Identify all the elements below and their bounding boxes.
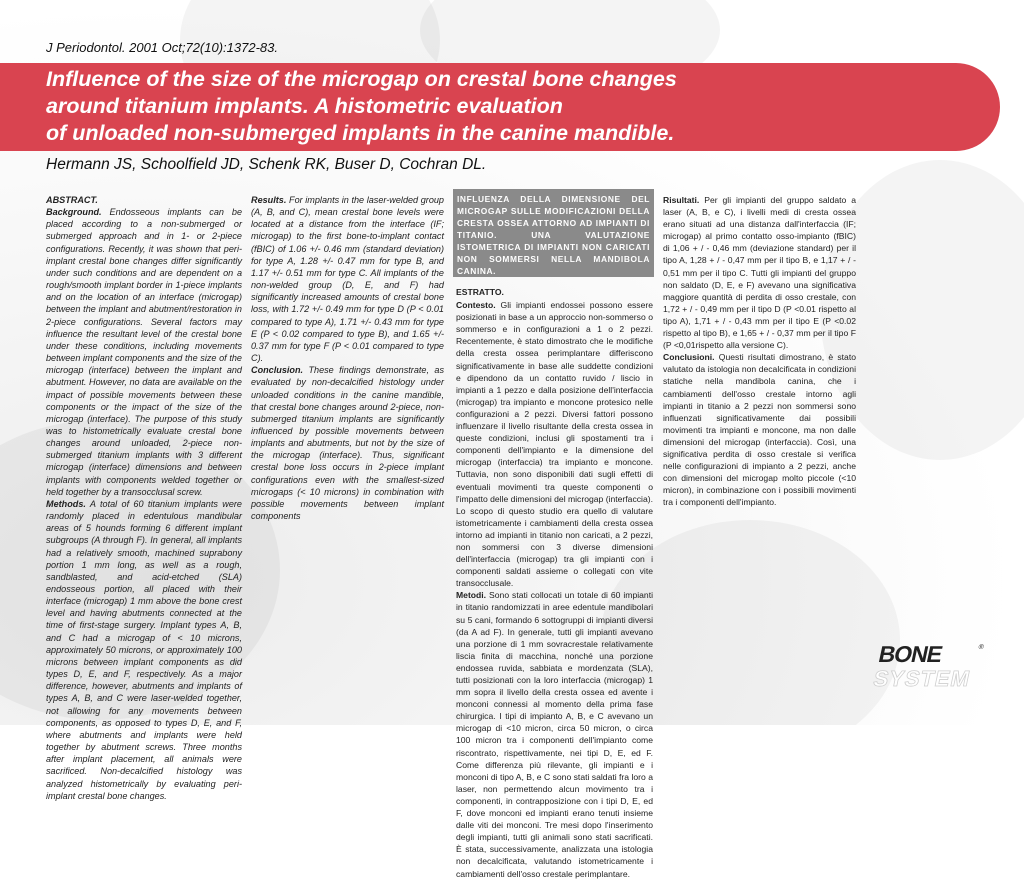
italian-heading: ESTRATTO. (456, 287, 504, 297)
italian-column-1 (456, 286, 653, 880)
italian-title: INFLUENZA DELLA DIMENSIONE DEL MICROGAP SULLE MODIFICAZIONI DELLA CRESTA OSSEA ATTORNO AD IMPIANTI DI TITANIO. UNA VALUTAZIONE ISTOMETRICA DI IMPIANTI NON CARICATI NON SOMMERSI NELLA MANDIBOLA CANINA. (457, 194, 650, 276)
italian-column-2 (663, 194, 856, 508)
metodi-label: Metodi. (456, 590, 487, 601)
title-line-2: around titanium implants. A histometric evaluation (46, 94, 563, 118)
risultati-text: Per gli impianti del gruppo saldato a laser (A, B, e C), i livelli medi di cresta ossea erano situati ad una distanza dall'interfaccia (IF; microgap) al primo contatto osso-impianto (fBIC) di 1,06 + / - 0,46 mm (deviazione standard) per il tipo A, 1,28 + / - 0,47 mm per il tipo B, e 1,17 + / - 0,51 mm per il tipo C. Tutti gli impianti del gruppo non saldato (D, E, e F) avevano una significativa maggiore quantità di perdita di osso crestale, con 1,72 + / - 0,49 mm per il tipo D (P <0.01 rispetto al tipo A), 1,71 + / - 0,43 mm per il tipo E (P <0.02 rispetto al tipo B), e 1,65 + / - 0,37 mm per il tipo F (P <0,01rispetto alla versione C). (663, 195, 856, 351)
abstract-column-2 (251, 194, 444, 522)
citation: J Periodontol. 2001 Oct;72(10):1372-83. (46, 40, 278, 55)
background-text: Endosseous implants can be placed according to a non-submerged or submerged approach and in 1- or 2-piece configurations. Recently, it was shown that peri-implant crestal bone changes differ significantly under such conditions and are dependent on a rough/smooth implant border in 1-piece implants and on the location of an interface (microgap) between the implant and abutment/restoration in 2-piece configurations. Several factors may influence the resultant level of the crestal bone under these conditions, including movements between implant components and the size of the microgap (interface) between the implant and abutment. However, no data are available on the impact of possible movements between these components or the impact of the size of the microgap (interface). The purpose of this study was to histometrically evaluate crestal bone changes around unloaded, 2-piece non-submerged titanium implants with 3 different microgap (interface) dimensions and between implants with components welded together or held together by a transocclusal screw. (46, 207, 242, 497)
contesto-label: Contesto. (456, 300, 496, 311)
authors: Hermann JS, Schoolfield JD, Schenk RK, Buser D, Cochran DL. (46, 156, 487, 173)
title-line-1: Influence of the size of the microgap on crestal bone changes (46, 67, 677, 91)
title-line-3: of unloaded non-submerged implants in the canine mandible. (46, 121, 675, 145)
logo-line-2: SYSTEM (871, 666, 973, 691)
metodi-text: Sono stati collocati un totale di 60 impianti in titanio randomizzati in aree edentule mandibolari su 5 cani, formando 6 sottogruppi di impianti diversi (da A ad F). In generale, tutti gli impianti avevano una porzione di 1 mm sovracrestale relativamente liscia finita di macchina, nonché una porzione endossea ruvida, sabbiata e mordenzata (SLA), tutti posizionati con la loro interfaccia (microgap) 1 mm sopra il livello della cresta ossea ed avente i monconi connessi al momento della prima fase chirurgica. I tipi di impianto A, B, e C avevano un microgap di <10 micron, circa 50 micron, o circa 100 micron tra i componenti dell'impianto come riscontrato, rispettivamente, nei tipi D, E, ed F. Come differenza più rilevante, gli impianti e i monconi di tipo A, B, e C sono stati saldati fra loro a laser, non permettendo alcun movimento tra i componenti, in contrapposizione con i tipi D, E, ed F, dove monconi ed impianti erano tenuti insieme dalle viti dei monconi. Tre mesi dopo l'inserimento degli impianti, tutti gli animali sono stati sacrificati. È stata, successivamente, analizzata una istologia non decalcificata, valutando istometricamente i cambiamenti dell'osso crestale perimplantare. (456, 590, 653, 879)
methods-text: A total of 60 titanium implants were randomly placed in edentulous mandibular areas of 5 hounds forming 6 different implant subgroups (A through F). In general, all implants had a relatively smooth, machined suprabony portion 1 mm long, as well as a rough, sandblasted, and acid-etched (SLA) endosseous portion, all placed with their interface (microgap) 1 mm above the bone crest level and having abutments connected at the time of first-stage surgery. Implant types A, B, and C had a microgap of < 10 microns, approximately 50 microns, or approximately 100 microns between implant components as did types D, E, and F, respectively. As a major difference, however, abutments and implants of types A, B, and C were laser-welded together, not allowing for any movements between components, as opposed to types D, E, and F, where abutments and implants were held together by abutment screws. Three months after implant placement, all animals were sacrificed. Non-decalcified histology was analyzed histometrically by evaluating peri-implant crestal bone changes. (46, 498, 242, 801)
conclusioni-label: Conclusioni. (663, 352, 715, 363)
abstract-heading: ABSTRACT. (46, 195, 98, 205)
bone-system-logo (868, 640, 998, 692)
logo-registered: ® (977, 644, 985, 651)
contesto-text: Gli impianti endossei possono essere posizionati in base a un approccio non-sommerso o sommerso e in configurazioni a 1 o 2 pezzi. Recentemente, è stato dimostrato che le modifiche della cresta ossea perimplantare differiscono significativamente in base alle suddette condizioni e dipendono da un contatto ruvido / liscio in impianti a 1 pezzo e dalla posizione dell'interfaccia (microgap) tra impianto e moncone protesico nelle configurazioni a 2 pezzi. Diversi fattori possono influenzare il livello risultante della cresta ossea in queste condizioni, inclusi gli spostamenti tra i componenti dell'impianto e la dimensione del microgap (interfaccia) tra impianto e moncone. Tuttavia, non sono disponibili dati sugli effetti di eventuali movimenti tra queste componenti o l'impatto delle dimensioni del microgap (interfaccia). Lo scopo di questo studio era quello di valutare istometricamente i cambiamenti della cresta ossea intorno ad impianti in titanio non caricati, a 2 pezzi, non sommersi con 3 diverse dimensioni dell'interfaccia (microgap) tra gli impianti con i componenti saldati assieme o collegati con vite transocclusale. (456, 300, 653, 589)
conclusion-label: Conclusion. (251, 365, 304, 376)
article-title (46, 66, 976, 147)
conclusion-text: These findings demonstrate, as evaluated by non-decalcified histology under unloaded conditions in the canine mandible, that crestal bone changes around 2-piece, non-submerged titanium implants are significantly influenced by possible movements between implants and abutments, but not by the size of the microgap (interface). Thus, significant crestal bone loss occurs in 2-piece implant configurations even with the smallest-sized microgaps (< 10 microns) in combination with possible movements between implant components (251, 365, 444, 522)
background-label: Background. (46, 207, 102, 218)
italian-title-box (453, 189, 654, 277)
methods-label: Methods. (46, 498, 86, 509)
risultati-label: Risultati. (663, 195, 700, 205)
abstract-column-1 (46, 194, 242, 802)
results-label: Results. (251, 195, 287, 205)
logo-line-1: BONE (876, 641, 945, 667)
conclusioni-text: Questi risultati dimostrano, è stato valutato da istologia non decalcificata in condizioni statiche nella mandibola canina, che i cambiamenti dell'osso crestale intorno agli impianti in titanio a 2 pezzi non sommersi sono influenzati significativamente dai possibili movimenti tra impianti e moncone, ma non dalle dimensioni del microgap (interfaccia). Così, una significativa perdita di osso crestale si verifica nelle configurazioni di impianto a 2 pezzi, anche con dimensioni del microgap molto piccole (<10 micron), in combinazione con i possibili movimenti tra i componenti dell'impianto. (663, 352, 856, 508)
results-text: For implants in the laser-welded group (A, B, and C), mean crestal bone levels were located at a distance from the interface (IF; microgap) to the first bone-to-implant contact (fBIC) of 1.06 +/- 0.46 mm (standard deviation) for type A, 1.28 +/- 0.47 mm for type B, and 1.17 +/- 0.51 mm for type C. All implants of the non-welded group (D, E, and F) had significantly increased amounts of crestal bone loss, with 1.72 +/- 0.49 mm for type D (P < 0.01 compared to type A), 1.71 +/- 0.43 mm for type E (P < 0.02 compared to type B), and 1.65 +/- 0.37 mm for type F (P < 0.01 compared to type C). (251, 195, 444, 364)
